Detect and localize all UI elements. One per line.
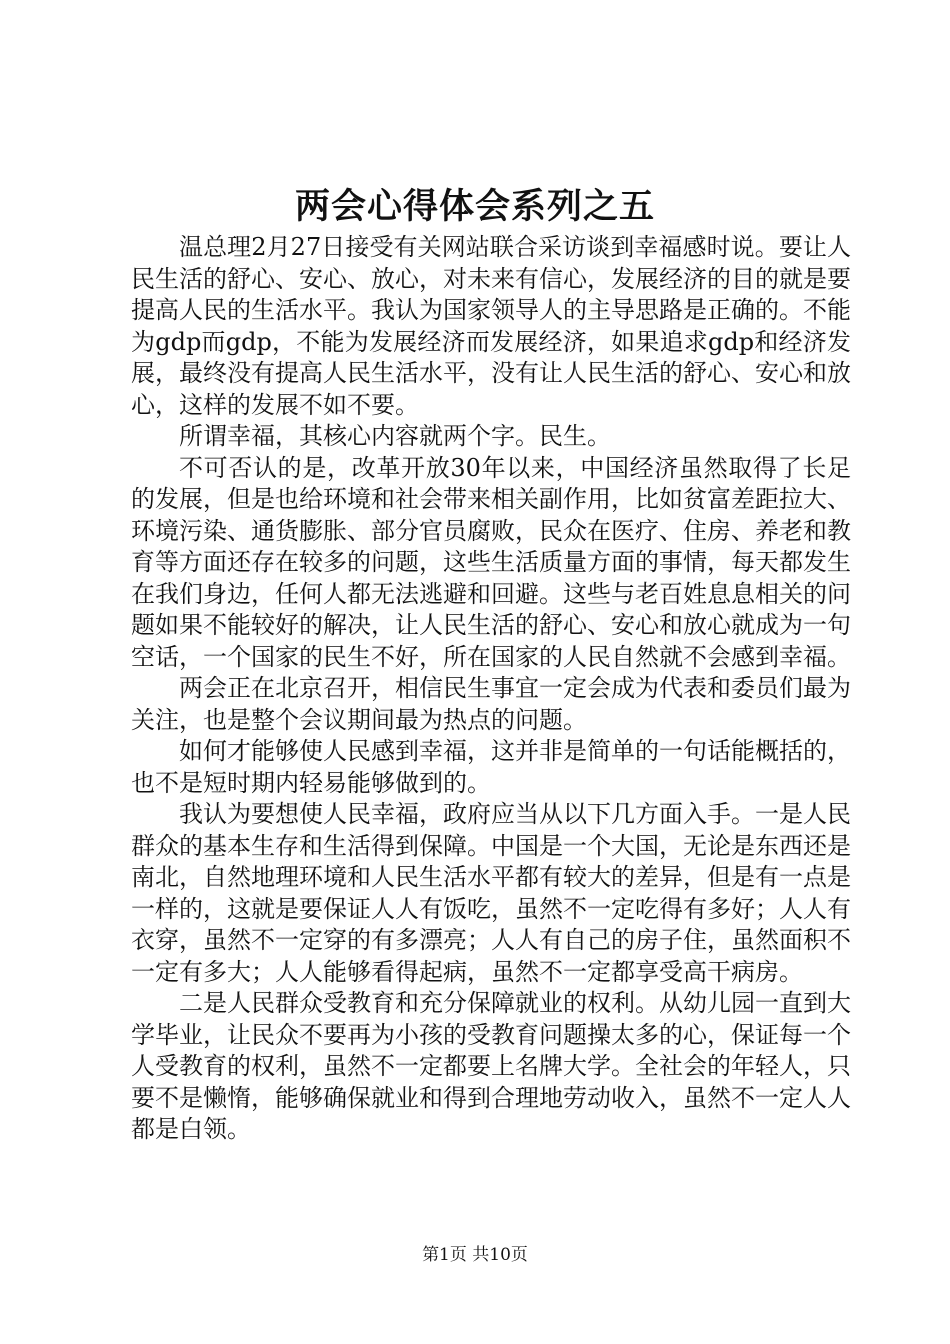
document-title: 两会心得体会系列之五 <box>294 186 655 227</box>
paragraph-3: 不可否认的是，改革开放30年以来，中国经济虽然取得了长足的发展，但是也给环境和社会带来相关副作用，比如贫富差距拉大、环境污染、通货膨胀、部分官员腐败，民众在医疗、住房、养老和教育等方面还存在较多的问题，这些生活质量方面的事情，每天都发生在我们身边，任何人都无法逃避和回避。这些与老百姓息息相关的问题如果不能较好的解决，让人民生活的舒心、安心和放心就成为一句空话，一个国家的民生不好，所在国家的人民自然就不会感到幸福。 <box>131 453 851 671</box>
document-body <box>131 232 851 1146</box>
paragraph-6: 我认为要想使人民幸福，政府应当从以下几方面入手。一是人民群众的基本生存和生活得到保障。中国是一个大国，无论是东西还是南北，自然地理环境和人民生活水平都有较大的差异，但是有一点是一样的，这就是要保证人人有饭吃，虽然不一定吃得有多好；人人有衣穿，虽然不一定穿的有多漂亮；人人有自己的房子住，虽然面积不一定有多大；人人能够看得起病，虽然不一定都享受高干病房。 <box>131 800 851 986</box>
paragraph-1: 温总理2月27日接受有关网站联合采访谈到幸福感时说。要让人民生活的舒心、安心、放心，对未来有信心，发展经济的目的就是要提高人民的生活水平。我认为国家领导人的主导思路是正确的。不能为gdp而gdp，不能为发展经济而发展经济，如果追求gdp和经济发展，最终没有提高人民生活水平，没有让人民生活的舒心、安心和放心，这样的发展不如不要。 <box>131 233 851 419</box>
paragraph-5: 如何才能够使人民感到幸福，这并非是简单的一句话能概括的，也不是短时期内轻易能够做到的。 <box>131 737 851 797</box>
paragraph-7: 二是人民群众受教育和充分保障就业的权利。从幼儿园一直到大学毕业，让民众不要再为小孩的受教育问题操太多的心，保证每一个人受教育的权利，虽然不一定都要上名牌大学。全社会的年轻人，只要不是懒惰，能够确保就业和得到合理地劳动收入，虽然不一定人人都是白领。 <box>131 989 851 1143</box>
paragraph-4: 两会正在北京召开，相信民生事宜一定会成为代表和委员们最为关注，也是整个会议期间最为热点的问题。 <box>131 674 851 734</box>
paragraph-2: 所谓幸福，其核心内容就两个字。民生。 <box>179 422 611 450</box>
page-number-footer: 第1页 共10页 <box>422 1245 528 1265</box>
